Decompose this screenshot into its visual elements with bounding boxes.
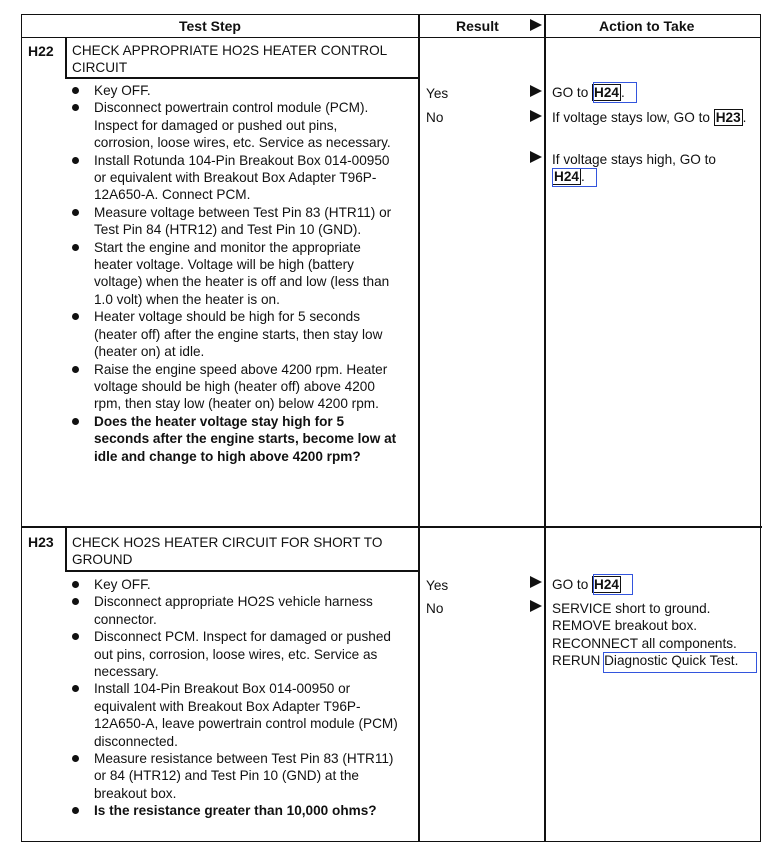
- bullet-icon: [72, 755, 79, 762]
- bullet-icon: [72, 157, 79, 164]
- action-line[interactable]: RERUN Diagnostic Quick Test.: [552, 653, 739, 669]
- instruction-item: Install 104-Pin Breakout Box 014-00950 or equivalent with Breakout Box Adapter T96P-12A650-A, leave powertrain control module (PCM) disconnected.: [68, 680, 398, 750]
- action-goto: GO to H24 .: [552, 85, 625, 100]
- link-highlight: [593, 574, 633, 595]
- bullet-icon: [72, 366, 79, 373]
- instruction-item: Measure resistance between Test Pin 83 (HTR11) or 84 (HTR12) and Test Pin 10 (GND) at the breakout box.: [68, 750, 398, 802]
- bullet-icon: [72, 244, 79, 251]
- arrow-icon: [530, 151, 542, 163]
- result-yes: Yes: [426, 578, 449, 593]
- bullet-icon: [72, 209, 79, 216]
- instruction-item: Measure voltage between Test Pin 83 (HTR11) or Test Pin 84 (HTR12) and Test Pin 10 (GND).: [68, 204, 398, 239]
- bullet-icon: [72, 685, 79, 692]
- action-goto: GO to H24: [552, 577, 619, 592]
- result-no: No: [426, 110, 444, 125]
- step-ref-link[interactable]: H24: [554, 169, 579, 185]
- bullet-icon: [72, 633, 79, 640]
- divider-step-result: [418, 15, 420, 841]
- instruction-item: Install Rotunda 104-Pin Breakout Box 014-00950 or equivalent with Breakout Box Adapter T96P-12A650-A. Connect PCM.: [68, 152, 398, 204]
- diagnostic-table: [21, 14, 761, 842]
- step-title: CHECK APPROPRIATE HO2S HEATER CONTROL CIRCUIT: [72, 43, 387, 75]
- step-title: CHECK HO2S HEATER CIRCUIT FOR SHORT TO GROUND: [72, 535, 383, 567]
- instruction-item: Disconnect PCM. Inspect for damaged or pushed out pins, corrosion, loose wires, etc. Service as necessary.: [68, 628, 398, 680]
- instruction-item: Start the engine and monitor the appropriate heater voltage. Voltage will be high (battery voltage) when the heater is off and low (less than 1.0 volt) when the heater is on.: [68, 239, 398, 309]
- link-highlight: [593, 82, 637, 103]
- header-test-step: Test Step: [179, 18, 241, 34]
- step-ref-link[interactable]: H24: [594, 577, 619, 592]
- instruction-item: Key OFF.: [68, 82, 398, 99]
- action-low: If voltage stays low, GO to H23 .: [552, 110, 747, 125]
- result-no: No: [426, 601, 444, 616]
- step-ref-link[interactable]: H23: [715, 110, 741, 125]
- bullet-icon: [72, 104, 79, 111]
- h22-id-divider: [65, 38, 67, 78]
- instruction-item: Disconnect appropriate HO2S vehicle harness connector.: [68, 593, 398, 628]
- bullet-icon: [72, 598, 79, 605]
- action-line: RECONNECT all components.: [552, 635, 737, 651]
- instruction-item: Heater voltage should be high for 5 seconds (heater off) after the engine starts, then stay low (heater on) at idle.: [68, 308, 398, 360]
- result-yes: Yes: [426, 86, 449, 101]
- link-highlight: [603, 652, 757, 673]
- table-header: [22, 15, 760, 38]
- action-high: If voltage stays high, GO to H24 .: [552, 152, 716, 185]
- h23-instructions: [68, 576, 398, 820]
- h23-id-divider: [65, 527, 67, 571]
- h23-title-underline: [65, 570, 419, 572]
- arrow-icon: [530, 576, 542, 588]
- instruction-item: Raise the engine speed above 4200 rpm. Heater voltage should be high (heater off) above 4200 rpm, then stay low (heater on) below 4200 rpm.: [68, 361, 398, 413]
- arrow-icon: [530, 600, 542, 612]
- bullet-icon: [72, 313, 79, 320]
- action-line: SERVICE short to ground.: [552, 601, 711, 616]
- header-arrow-icon: [530, 19, 542, 31]
- instruction-item: Key OFF.: [68, 576, 398, 593]
- row-separator: [22, 526, 762, 528]
- step-id: H22: [28, 43, 54, 59]
- arrow-icon: [530, 85, 542, 97]
- header-action: Action to Take: [599, 18, 695, 34]
- action-line: REMOVE breakout box.: [552, 618, 698, 634]
- bullet-icon: [72, 87, 79, 94]
- bullet-icon: [72, 418, 79, 425]
- instruction-item: Disconnect powertrain control module (PCM). Inspect for damaged or pushed out pins, corrosion, loose wires, etc. Service as necessary.: [68, 99, 398, 151]
- step-ref-link[interactable]: H24: [594, 85, 619, 100]
- header-result: Result: [456, 18, 499, 34]
- instruction-question: Is the resistance greater than 10,000 ohms?: [68, 802, 398, 819]
- bullet-icon: [72, 581, 79, 588]
- instruction-question: Does the heater voltage stay high for 5 seconds after the engine starts, become low at idle and change to high above 4200 rpm?: [68, 413, 398, 465]
- h22-title-underline: [65, 77, 419, 79]
- divider-result-action: [544, 15, 546, 841]
- arrow-icon: [530, 110, 542, 122]
- h22-instructions: [68, 82, 398, 465]
- step-id: H23: [28, 534, 54, 550]
- link-highlight: [552, 168, 597, 187]
- bullet-icon: [72, 807, 79, 814]
